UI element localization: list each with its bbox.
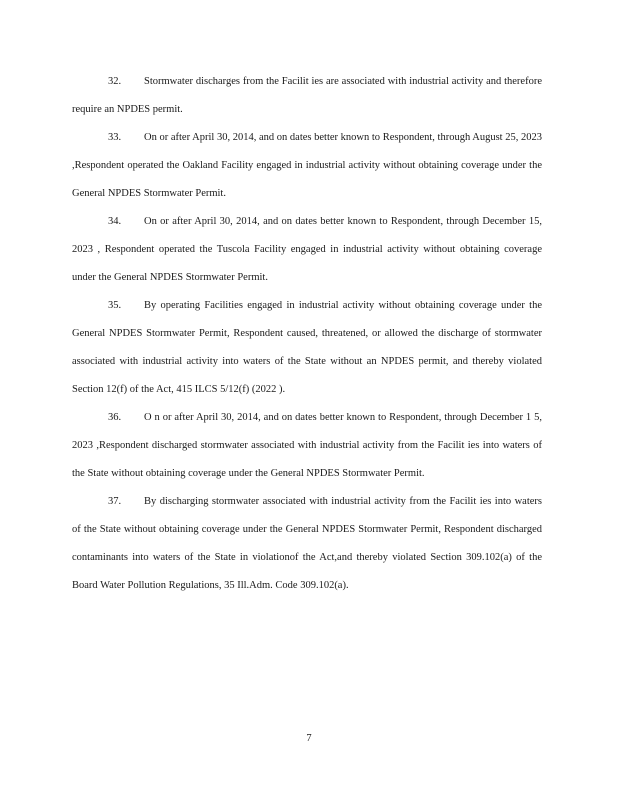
page-number: 7: [306, 733, 312, 744]
paragraph-34: [72, 208, 542, 292]
paragraph-number: 32.: [108, 76, 122, 87]
paragraph-number: 36.: [108, 412, 122, 423]
paragraph-number: 34.: [108, 216, 122, 227]
paragraph-text: On or after April 30, 2014, and on dates better known to Respondent, through December 15, 2023 , Respondent operated the Tuscola Facility engaged in industrial activity without obtaining coverage under the General NPDES Stormwater Permit.: [72, 216, 542, 283]
paragraph-37: [72, 488, 542, 600]
paragraph-text: On or after April 30, 2014, and on dates better known to Respondent, through August 25, 2023 ,Respondent operated the Oakland Facility engaged in industrial activity without obtaining coverage under the General NPDES Stormwater Permit.: [72, 132, 542, 199]
paragraph-36: [72, 404, 542, 488]
paragraph-text: O n or after April 30, 2014, and on dates better known to Respondent, through December 1 5, 2023 ,Respondent discharged stormwater associated with industrial activity from the Facilit ies into waters of the State without obtaining coverage under the General NPDES Stormwater Permit.: [72, 412, 542, 479]
paragraph-text: By operating Facilities engaged in industrial activity without obtaining coverage under the General NPDES Stormwater Permit, Respondent caused, threatened, or allowed the discharge of stormwater associated with industrial activity into waters of the State without an NPDES permit, and thereby violated Section 12(f) of the Act, 415 ILCS 5/12(f) (2022 ).: [72, 300, 542, 395]
paragraph-number: 35.: [108, 300, 122, 311]
paragraph-32: [72, 68, 542, 124]
paragraph-33: [72, 124, 542, 208]
document-body: [72, 68, 542, 600]
paragraph-number: 33.: [108, 132, 122, 143]
paragraph-text: Stormwater discharges from the Facilit ies are associated with industrial activity and therefore require an NPDES permit.: [72, 76, 542, 115]
paragraph-35: [72, 292, 542, 404]
paragraph-text: By discharging stormwater associated with industrial activity from the Facilit ies into waters of the State without obtaining coverage under the General NPDES Stormwater Permit, Respondent discharged contaminants into waters of the State in violationof the Act,and thereby violated Section 309.102(a) of the Board Water Pollution Regulations, 35 Ill.Adm. Code 309.102(a).: [72, 496, 542, 591]
paragraph-number: 37.: [108, 496, 122, 507]
